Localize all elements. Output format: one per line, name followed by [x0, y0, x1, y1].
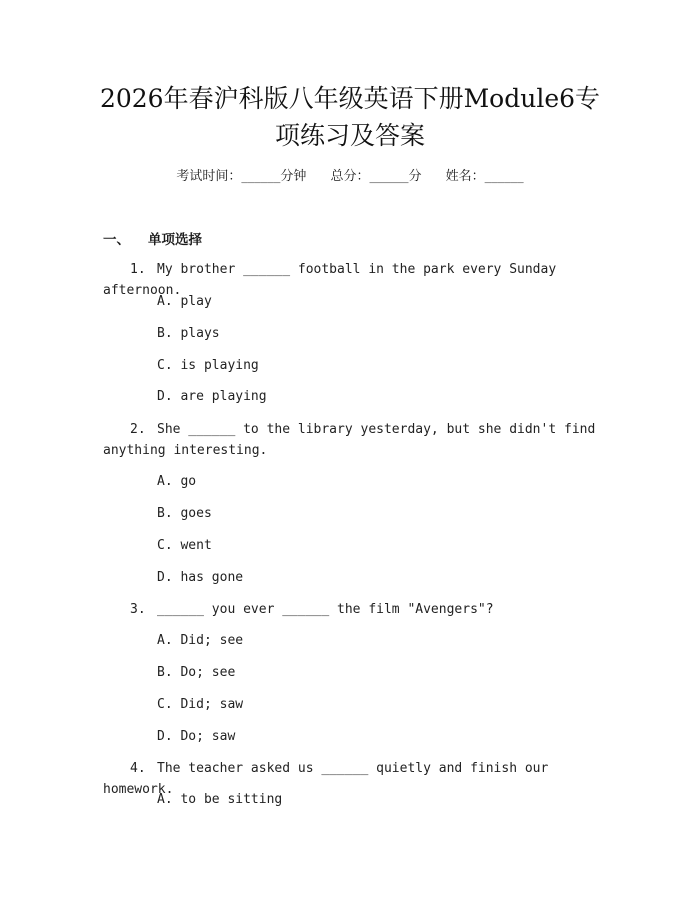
question-3-option-b: B. Do; see [157, 665, 236, 680]
exam-time: 考试时间：______分钟 [176, 169, 307, 184]
section-number: 一、 [103, 232, 130, 248]
exam-score: 总分：______分 [330, 169, 422, 184]
exam-meta [0, 167, 700, 187]
document-title-line-2: 项练习及答案 [274, 121, 425, 150]
question-2-option-d: D. has gone [157, 570, 244, 585]
question-3-option-c: C. Did; saw [157, 697, 244, 712]
question-4-option-a: A. to be sitting [157, 792, 283, 807]
document-title-line-1: 2026年春沪科版八年级英语下册Module6专 [99, 84, 601, 113]
question-3-option-a: A. Did; see [157, 633, 244, 648]
question-number: 1. [130, 262, 146, 277]
question-2-option-c: C. went [157, 538, 212, 553]
question-1-option-c: C. is playing [157, 358, 259, 373]
question-text: The teacher asked us ______ quietly and finish our homework. [103, 761, 549, 797]
question-text: ______ you ever ______ the film "Avengers"? [157, 602, 494, 617]
section-title: 单项选择 [148, 232, 202, 248]
exam-name: 姓名：______ [445, 169, 524, 184]
question-text: She ______ to the library yesterday, but she didn't find anything interesting. [103, 422, 596, 458]
question-number: 2. [130, 422, 146, 437]
question-2 [103, 419, 598, 461]
question-text: My brother ______ football in the park every Sunday afternoon. [103, 262, 557, 298]
question-2-option-b: B. goes [157, 506, 212, 521]
question-number: 4. [130, 761, 146, 776]
question-2-option-a: A. go [157, 474, 197, 489]
question-1-option-d: D. are playing [157, 389, 267, 404]
question-1-option-a: A. play [157, 294, 212, 309]
question-1-option-b: B. plays [157, 326, 220, 341]
question-number: 3. [130, 602, 146, 617]
question-3-option-d: D. Do; saw [157, 729, 236, 744]
section-heading [103, 228, 202, 248]
question-3 [103, 599, 598, 620]
